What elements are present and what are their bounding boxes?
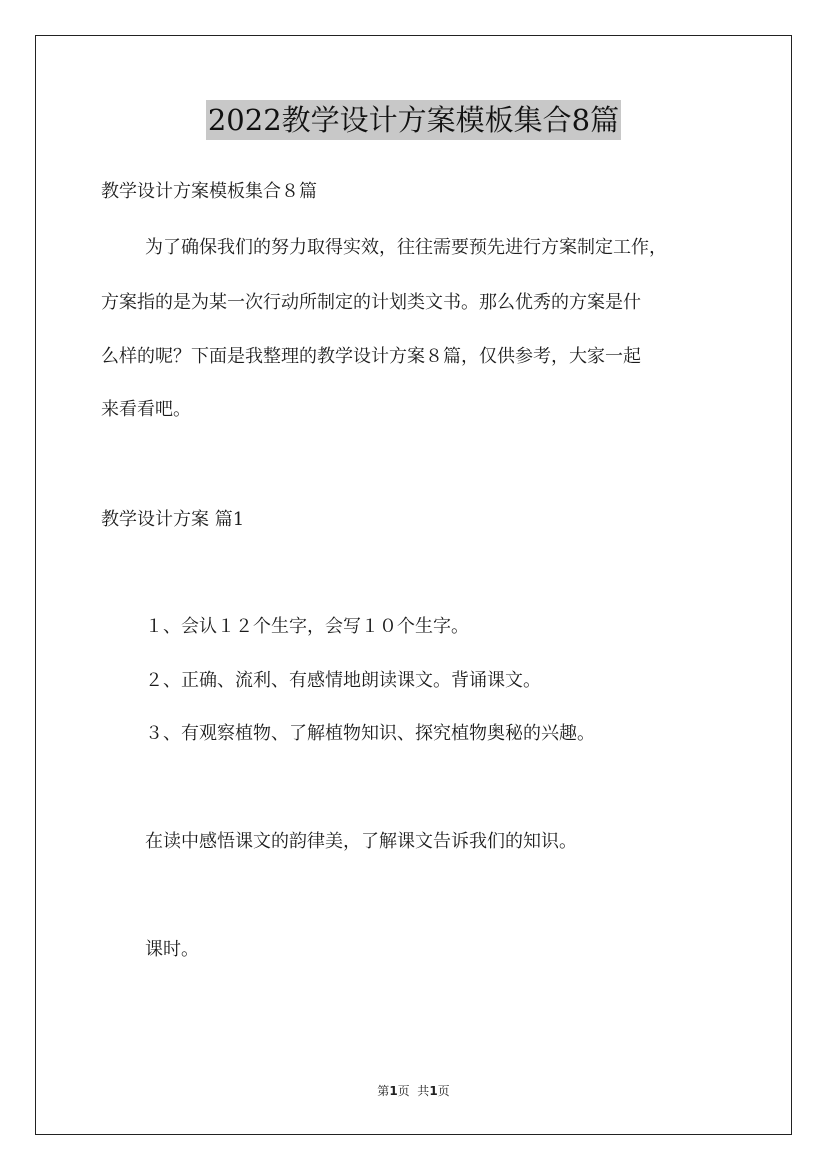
page-footer (0, 1082, 827, 1099)
objective-3: ３、有观察植物、了解植物知识、探究植物奥秘的兴趣。 (145, 723, 595, 744)
intro-line-3: 么样的呢？下面是我整理的教学设计方案８篇，仅供参考，大家一起 (101, 346, 641, 367)
title-container (0, 100, 827, 140)
footer-page-number: 1 (389, 1084, 398, 1098)
section-heading: 教学设计方案 篇1 (101, 509, 245, 530)
intro-line-1: 为了确保我们的努力取得实效，往往需要预先进行方案制定工作， (145, 237, 667, 258)
intro-line-4: 来看看吧。 (101, 399, 191, 420)
footer-suffix: 页 (437, 1084, 450, 1098)
key-point: 在读中感悟课文的韵律美，了解课文告诉我们的知识。 (145, 831, 577, 852)
objective-1: １、会认１２个生字，会写１０个生字。 (145, 616, 469, 637)
class-hours: 课时。 (145, 939, 199, 960)
document-title: 2022教学设计方案模板集合8篇 (206, 100, 621, 140)
document-subtitle: 教学设计方案模板集合８篇 (101, 181, 317, 202)
footer-prefix: 第 (377, 1084, 390, 1098)
footer-total-pages: 1 (429, 1084, 438, 1098)
footer-middle: 页 共 (397, 1084, 430, 1098)
intro-line-2: 方案指的是为某一次行动所制定的计划类文书。那么优秀的方案是什 (101, 292, 641, 313)
objective-2: ２、正确、流利、有感情地朗读课文。背诵课文。 (145, 670, 541, 691)
